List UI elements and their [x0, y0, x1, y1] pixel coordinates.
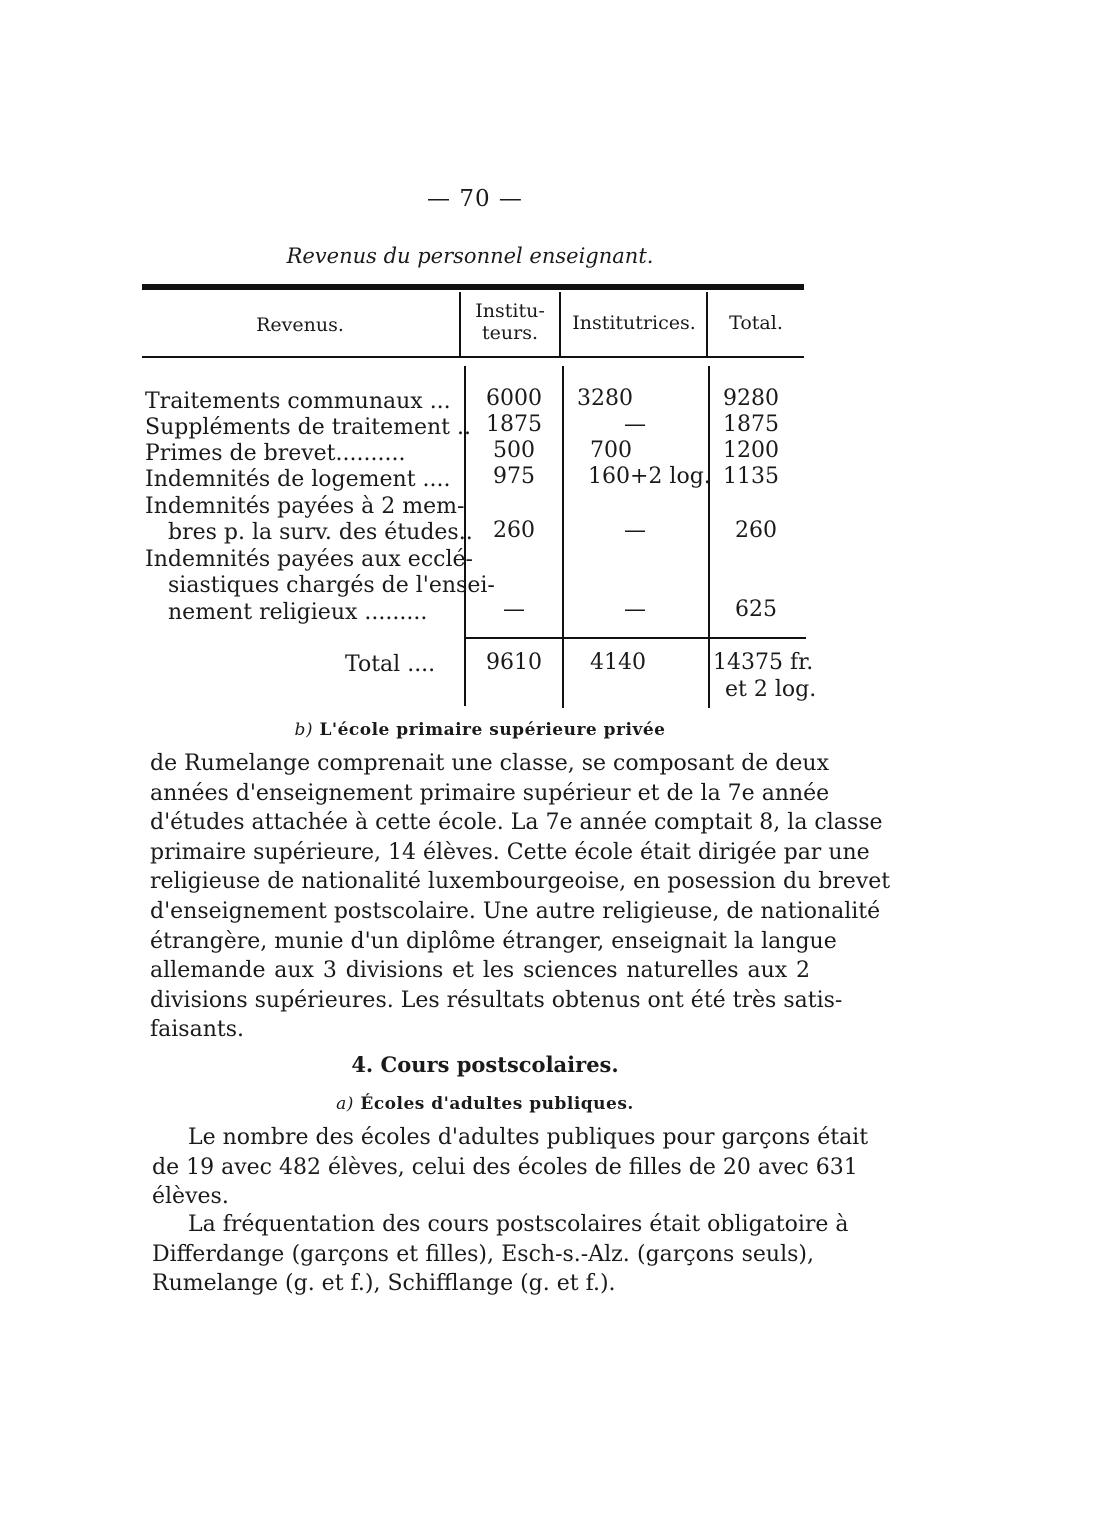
- paragraph-line: divisions supérieures. Les résultats obtenus ont été très satis-: [150, 987, 843, 1013]
- row-label-traitements: Traitements communaux ...: [145, 389, 451, 414]
- cell-total: 1200: [723, 438, 779, 463]
- paragraph-line: La fréquentation des cours postscolaires était obligatoire à: [188, 1212, 849, 1237]
- section-4-paragraph-2: [152, 1210, 849, 1299]
- cell-institutrices: 3280: [577, 386, 633, 411]
- paragraph-line: d'enseignement postscolaire. Une autre religieuse, de nationalité: [150, 898, 881, 924]
- page-number: — 70 —: [427, 186, 523, 212]
- section-4a-prefix: a): [336, 1094, 354, 1114]
- paragraph-line: Rumelange (g. et f.), Schifflange (g. et f.).: [152, 1271, 616, 1297]
- cell-institutrices: 700: [590, 438, 632, 463]
- table-column-divider: [708, 366, 710, 708]
- total-rule: [466, 637, 562, 639]
- cell-instituteurs: 975: [493, 464, 535, 489]
- table-column-divider: [559, 292, 561, 356]
- paragraph-line: allemande aux 3 divisions et les sciences naturelles aux 2: [150, 958, 810, 984]
- cell-total: 260: [735, 518, 777, 543]
- header-total: Total.: [729, 312, 783, 334]
- table-column-divider: [562, 366, 564, 708]
- total-institutrices: 4140: [590, 650, 646, 675]
- paragraph-line: religieuse de nationalité luxembourgeoise, en posession du brevet: [150, 869, 891, 895]
- section-4a-title: Écoles d'adultes publiques.: [360, 1094, 634, 1114]
- row-label-surveillance-cont: bres p. la surv. des études..: [168, 520, 473, 545]
- paragraph-line: primaire supérieure, 14 élèves. Cette école était dirigée par une: [150, 839, 870, 865]
- row-label-ecclesiastiques: Indemnités payées aux ecclé-: [145, 547, 473, 572]
- table-column-divider: [459, 292, 461, 356]
- table-header-rule: [142, 356, 804, 358]
- table-top-rule: [142, 284, 804, 290]
- total-rule: [562, 637, 708, 639]
- cell-total: 1135: [723, 464, 779, 489]
- cell-total: 625: [735, 597, 777, 622]
- header-instituteurs: [462, 300, 558, 344]
- header-instituteurs-line1: Institu-: [475, 300, 545, 322]
- cell-instituteurs: —: [503, 597, 525, 622]
- header-revenus: Revenus.: [256, 314, 344, 336]
- cell-instituteurs: 260: [493, 518, 535, 543]
- section-4a-heading: [280, 1094, 690, 1114]
- cell-total: 1875: [723, 412, 779, 437]
- paragraph-line: d'études attachée à cette école. La 7e année comptait 8, la classe: [150, 810, 883, 836]
- paragraph-line: années d'enseignement primaire supérieur et de la 7e année: [150, 780, 830, 806]
- row-label-surveillance: Indemnités payées à 2 mem-: [145, 494, 465, 519]
- cell-institutrices: 160+2 log.: [588, 464, 711, 489]
- paragraph-line: Differdange (garçons et filles), Esch-s.-Alz. (garçons seuls),: [152, 1241, 814, 1267]
- paragraph-line: de 19 avec 482 élèves, celui des écoles de filles de 20 avec 631: [152, 1154, 858, 1180]
- section-4-title: 4. Cours postscolaires.: [351, 1052, 619, 1077]
- total-total-line1: 14375 fr.: [713, 650, 814, 675]
- paragraph-line: de Rumelange comprenait une classe, se composant de deux: [150, 751, 829, 776]
- cell-total: 9280: [723, 386, 779, 411]
- paragraph-line: faisants.: [150, 1017, 244, 1043]
- section-b-prefix: b): [294, 720, 314, 740]
- row-label-logement: Indemnités de logement ....: [145, 467, 451, 492]
- table-caption: Revenus du personnel enseignant.: [286, 244, 654, 268]
- section-b-title: L'école primaire supérieure privée: [319, 720, 666, 740]
- total-rule: [710, 637, 806, 639]
- total-instituteurs: 9610: [486, 650, 542, 675]
- row-label-primes: Primes de brevet..........: [145, 441, 406, 466]
- section-b-heading: [230, 720, 730, 740]
- paragraph-line: élèves.: [152, 1184, 229, 1210]
- paragraph-line: étrangère, munie d'un diplôme étranger, enseignait la langue: [150, 928, 837, 954]
- total-row-label: Total ....: [345, 652, 436, 677]
- section-4-paragraph-1: [152, 1123, 869, 1212]
- row-label-ecclesiastiques-cont1: siastiques chargés de l'ensei-: [168, 573, 495, 598]
- row-label-ecclesiastiques-cont2: nement religieux .........: [168, 600, 428, 625]
- cell-institutrices: —: [624, 518, 646, 543]
- cell-institutrices: —: [624, 597, 646, 622]
- header-institutrices: Institutrices.: [572, 312, 696, 334]
- total-total-line2: et 2 log.: [725, 677, 817, 702]
- cell-instituteurs: 6000: [486, 386, 542, 411]
- revenue-table: [0, 0, 1100, 720]
- cell-institutrices: —: [624, 412, 646, 437]
- paragraph-line: Le nombre des écoles d'adultes publiques pour garçons était: [188, 1125, 869, 1150]
- row-label-supplements: Suppléments de traitement ..: [145, 415, 471, 440]
- cell-instituteurs: 1875: [486, 412, 542, 437]
- header-instituteurs-line2: teurs.: [482, 322, 538, 344]
- section-b-paragraph: [150, 749, 891, 1045]
- cell-instituteurs: 500: [493, 438, 535, 463]
